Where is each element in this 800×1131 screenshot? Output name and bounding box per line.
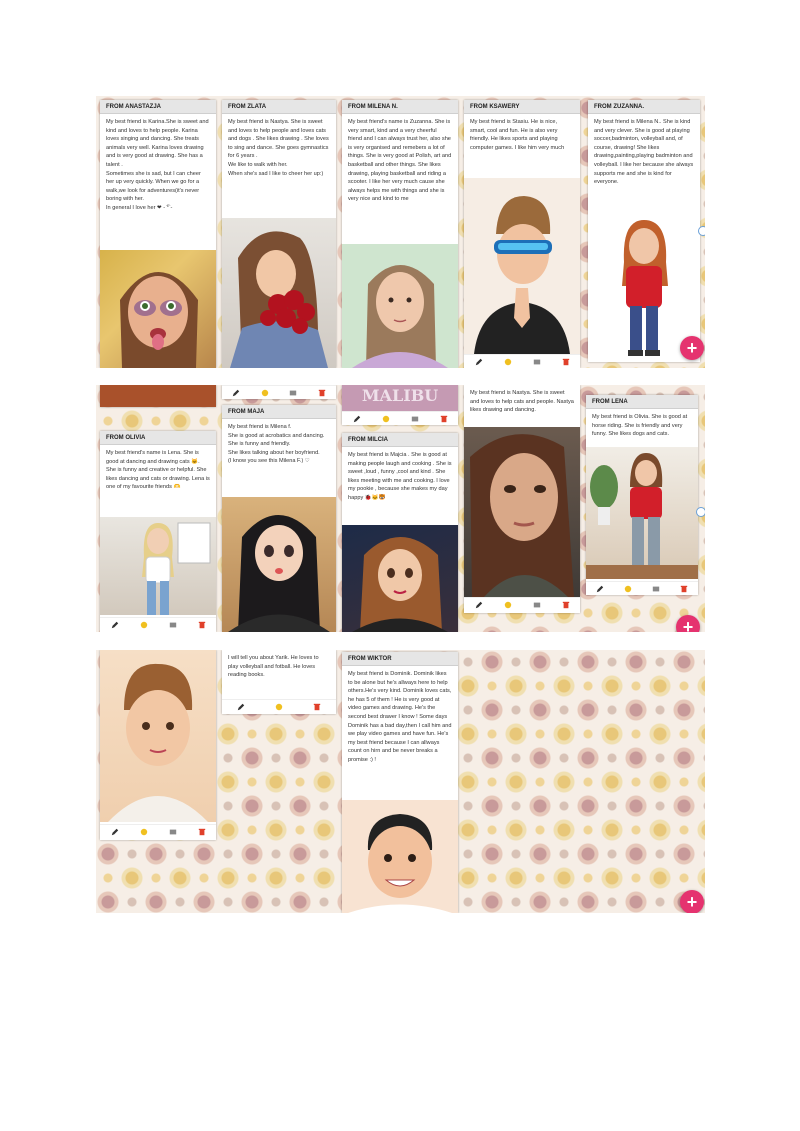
portrait-image	[222, 497, 336, 632]
cartoon-man-smiling-image	[342, 800, 458, 913]
post-toolbar	[100, 824, 216, 839]
post-author: FROM ANASTAZJA	[100, 100, 216, 114]
post-text: My best friend is Nastya. She is sweet and loves to help people and loves cats and dogs . She likes drawing . She loves to sing and dance. She goes gymnastics for 6 years . We like to walk with her. When she's sad I like to cheer her up:)	[228, 119, 329, 177]
post-card[interactable]	[586, 395, 698, 595]
post-card[interactable]	[100, 100, 216, 368]
boy-visor-image	[464, 178, 580, 354]
trash-icon[interactable]	[680, 585, 688, 593]
post-toolbar	[464, 597, 580, 612]
scroll-indicator-icon[interactable]	[698, 226, 705, 236]
post-card[interactable]	[222, 405, 336, 632]
post-text: My best friend is Stasiu. He is nice, smart, cool and fun. He is also very friendly. He likes sports and playing computer games. I like him very much	[470, 119, 565, 151]
cartoon-boy-image	[100, 650, 216, 822]
anime-girl-dark-hair-image	[222, 497, 336, 632]
post-card[interactable]	[222, 100, 336, 368]
post-text: I will tell you about Yarik. He loves to play volleyball and fotball. He loves reading books.	[228, 655, 319, 679]
reaction-icon[interactable]	[140, 828, 148, 836]
post-text: My best friend is Karina.She is sweet and kind and loves to help people. Karina loves singing and dancing. She treats animals very well. Karina loves drawing and is very good at drawing. She has a talent . Sometimes she is sad, but I can cheer her up very quickly. When we go for a walk,we look for adventures(it's never boring with her. In general I love her ❤ - ͡° -	[106, 119, 209, 211]
post-text: My best friend is Milena f. She is good at acrobatics and dancing. She is funny and friendly. She likes talking about her boyfriend. (I know you see this Milena F.) ♡	[228, 424, 325, 465]
post-card[interactable]	[464, 100, 580, 368]
post-text: My best friend is Nastya. She is sweet and loves to help cats and people. Nastya likes drawing and dancing.	[470, 390, 574, 414]
trash-icon[interactable]	[562, 358, 570, 366]
post-card[interactable]	[342, 652, 458, 913]
portrait-image	[342, 525, 458, 632]
post-author: FROM ZUZANNA.	[588, 100, 700, 114]
scroll-indicator-icon[interactable]	[696, 507, 705, 517]
post-card[interactable]	[342, 433, 458, 632]
post-card[interactable]	[464, 385, 580, 613]
post-author: FROM KSAWERY	[464, 100, 580, 114]
post-card[interactable]	[222, 650, 336, 714]
reaction-icon[interactable]	[504, 358, 512, 366]
image-icon[interactable]	[652, 585, 660, 593]
post-text: My best friend is Dominik. Dominik likes to be alone but he's allways here to help others.He's very kind. Dominik loves cats, he has 5 of them ! He is very good at video games and drawing. He's the second best drawer I know ! Some days Dominik has a bad day,then I call him and we play video games and have fun. He's my best friend because I can allways count on hirn and be never breaks a promise :) !	[348, 671, 452, 763]
post-text: My best friend is Majcia . She is good at making people laugh and cooking . She is sweet ,loud , funny ,cool and kind . She likes meeting with me and cooking. I love my pookie , because she makes my day happy 🐞🐱🐯	[348, 452, 452, 501]
pencil-icon[interactable]	[353, 415, 361, 423]
post-author: FROM ZLATA	[222, 100, 336, 114]
reaction-icon[interactable]	[275, 703, 283, 711]
portrait-image	[100, 650, 216, 822]
girl-roses-image	[222, 218, 336, 368]
portrait-image	[222, 218, 336, 368]
post-toolbar	[100, 617, 216, 632]
trash-icon[interactable]	[562, 601, 570, 609]
image-icon[interactable]	[289, 389, 297, 397]
girl-close-up-image	[464, 427, 580, 597]
post-author: FROM WIKTOR	[342, 652, 458, 666]
reaction-icon[interactable]	[382, 415, 390, 423]
padlet-panel-1	[96, 96, 705, 368]
trash-icon[interactable]	[313, 703, 321, 711]
avatar-girl-plants-image	[586, 447, 698, 579]
anime-girl-brown-hair-image	[342, 525, 458, 632]
portrait-image	[100, 517, 216, 615]
trash-icon[interactable]	[198, 621, 206, 629]
post-author: FROM MILENA N.	[342, 100, 458, 114]
malibu-shirt-image: MALIBU	[342, 385, 458, 411]
post-card-fragment	[222, 385, 336, 399]
portrait-image	[100, 250, 216, 368]
reaction-icon[interactable]	[261, 389, 269, 397]
add-post-button[interactable]: +	[680, 336, 704, 360]
reaction-icon[interactable]	[504, 601, 512, 609]
add-post-button[interactable]: +	[676, 615, 700, 632]
post-toolbar	[342, 411, 458, 425]
post-author: FROM MAJA	[222, 405, 336, 419]
reaction-icon[interactable]	[624, 585, 632, 593]
pencil-icon[interactable]	[232, 389, 240, 397]
image-icon[interactable]	[533, 358, 541, 366]
girl-long-hair-image	[342, 244, 458, 368]
add-post-button[interactable]: +	[680, 890, 704, 913]
post-text: My best friend's name is Zuzanna. She is very smart, kind and a very cheerful friend and I can always trust her, also she is very organised and remebers a lot of things. She is very good at Polish, art and basketball and other things. She likes drawing, playing basketball and riding a scooter. I like her very much cause she always helps me with things and she is very nice and kind to me	[348, 119, 452, 203]
post-card[interactable]	[342, 100, 458, 368]
image-icon[interactable]	[411, 415, 419, 423]
avatar-girl-blonde-image	[100, 517, 216, 615]
post-toolbar	[464, 354, 580, 368]
post-card[interactable]	[100, 650, 216, 840]
portrait-image	[586, 447, 698, 579]
post-card[interactable]	[100, 431, 216, 632]
portrait-image	[342, 800, 458, 913]
girl-tongue-out-image	[100, 250, 216, 368]
pencil-icon[interactable]	[596, 585, 604, 593]
padlet-panel-2	[96, 385, 705, 632]
post-text: My best friend's name is Lena. She is good at dancing and drawing cats 🐱. She is funny and creative or helpful. She likes dancing and cats or drawing. Lena is one of my favourite friends 🫶	[106, 450, 210, 491]
post-card[interactable]	[588, 100, 700, 362]
pencil-icon[interactable]	[475, 358, 483, 366]
post-text: My best friend is Olivia. She is good at horse riding. She is friendly and very funny. She likes dogs and cats.	[592, 414, 688, 438]
post-author: FROM MILCIA	[342, 433, 458, 447]
portrait-image	[464, 178, 580, 354]
portrait-image	[342, 244, 458, 368]
post-author: FROM OLIVIA	[100, 431, 216, 445]
trash-icon[interactable]	[198, 828, 206, 836]
post-author: FROM LENA	[586, 395, 698, 409]
post-toolbar	[222, 385, 336, 399]
image-icon[interactable]	[533, 601, 541, 609]
pencil-icon[interactable]	[237, 703, 245, 711]
post-text: My best friend is Milena N.. She is kind and very clever. She is good at playing soccer,badminton, volleyball and, of course, drawing! She likes drawing,painting,playing badminton and volleyball. I like her because she always supports me and she is kind for everyone.	[594, 119, 694, 186]
portrait-image	[464, 427, 580, 597]
image-icon[interactable]	[169, 828, 177, 836]
post-card-fragment	[342, 385, 458, 425]
pencil-icon[interactable]	[475, 601, 483, 609]
pencil-icon[interactable]	[111, 621, 119, 629]
post-toolbar	[222, 699, 336, 714]
pencil-icon[interactable]	[111, 828, 119, 836]
reaction-icon[interactable]	[140, 621, 148, 629]
trash-icon[interactable]	[318, 389, 326, 397]
trash-icon[interactable]	[440, 415, 448, 423]
padlet-panel-3	[96, 650, 705, 913]
post-toolbar	[586, 581, 698, 595]
image-icon[interactable]	[169, 621, 177, 629]
post-card-fragment	[100, 385, 216, 407]
